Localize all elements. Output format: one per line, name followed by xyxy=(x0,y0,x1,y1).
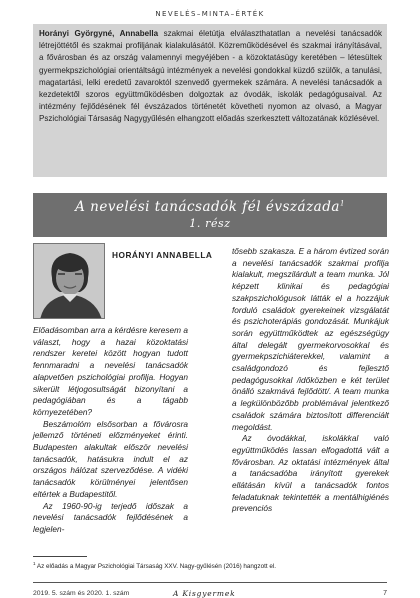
footnote-text: Az előadás a Magyar Pszichológiai Társaság XXV. Nagy-gyűlésén (2016) hangzott el. xyxy=(35,563,276,571)
footnote-mark: 1 xyxy=(33,561,36,566)
intro-box xyxy=(33,24,387,177)
article-author: HORÁNYI ANNABELLA xyxy=(112,250,213,260)
footer-issue: 2019. 5. szám és 2020. 1. szám xyxy=(33,590,130,597)
article-title-line xyxy=(33,199,387,215)
article-title: A nevelési tanácsadók fél évszázada xyxy=(75,199,340,215)
article-title-banner xyxy=(33,193,387,237)
footnote-divider xyxy=(33,556,87,557)
paragraph: Beszámolóm elsősorban a fővárosra jellemző történeti előzményeket érinti. Budapesten alakultak először nevelési tanácsadók, hatásukra indult el az országos hálózat szerveződése. A vidéki tanácsadók körülményei jelentősen eltértek a Budapestitől. xyxy=(33,418,188,499)
footer-magazine: A Kisgyermek xyxy=(173,589,236,598)
title-footnote-mark: 1 xyxy=(339,199,345,208)
intro-author: Horányi Györgyné, Annabella xyxy=(39,29,159,38)
paragraph: tősebb szakasza. E a három évtized során a nevelési tanácsadók szakmai profilja kialakult, megszilárdult a team munka. Jól képzett klinikai és pedagógiai szakpszichológusok látták el a hozzájuk forduló családok gyerekeinek vizsgálatát és pszichoterápiás gondozását. Munkájuk során együttműködtek az egészségügy által delegált gyermekorvosokkal és gyermekpszichiáterekkel, valamint a családgondozó és fejlesztő pedagógusokkal /időközben e két terület önálló szakmává fejlődött/. A team munka a legkülönbözőbb problémával jelentkező családok számára biztosított differenciált megoldást. xyxy=(232,246,389,432)
paragraph: Az 1960-90-ig terjedő időszak a nevelési tanácsadók fejlődésének a legjelen- xyxy=(33,500,188,534)
footer-divider xyxy=(33,582,387,583)
intro-text: szakmai életútja elválaszthatatlan a nevelési tanácsadók létrejöttétől és szakmai profiljának kialakulásától. Közreműködésével és szakmai irányításával, a fővárosban és az ország valamennyi megyéjében - a közoktatásügy keretében – létesültek gyermekpszichológiai orientáltságú intézmények a nevelési gondokkal küzdő szülők, a tanulási, magatartási, lelki eredetű zavaroktól szenvedő gyermekek számára. A nevelési tanácsadók a kezdetektől szoros együttműködésben dolgoztak az óvodák, iskolák pedagógusaival. Az intézmény fejlődésének fél évszázados történetét követheti nyomon az olvasó, a Magyar Pszichológiai Társaság Nagygyűlésén elhangzott előadás szerkesztett változatának közlésével. xyxy=(39,29,382,124)
left-column xyxy=(33,325,188,536)
paragraph: Előadásomban arra a kérdésre keresem a választ, hogy a hazai közoktatási rendszer keretei között hogyan tudott fennmaradni a nevelési tanácsadók alapvetően pszichológiai profilja. Hogyan sikerült létjogosultságát bizonyítani a pedagógiában és a tágabb környezetében? xyxy=(33,325,188,417)
right-column xyxy=(232,246,389,515)
page-number: 7 xyxy=(383,590,387,597)
running-header: NEVELÉS–MINTA–ÉRTÉK xyxy=(155,10,265,18)
footnote xyxy=(33,561,276,570)
author-portrait-image xyxy=(33,243,105,319)
article-subtitle: 1. rész xyxy=(189,217,231,230)
portrait-drawing xyxy=(34,244,105,319)
paragraph: Az óvodákkal, iskolákkal való együttműködés lassan elfogadottá vált a fővárosban. Az oktatási intézmények által a tanácsadóba irányított gyerekek ellátásán kívül a tanácsadók fontos feladatuknak tekintették a mentálhigiénés prevenciós xyxy=(232,433,389,514)
